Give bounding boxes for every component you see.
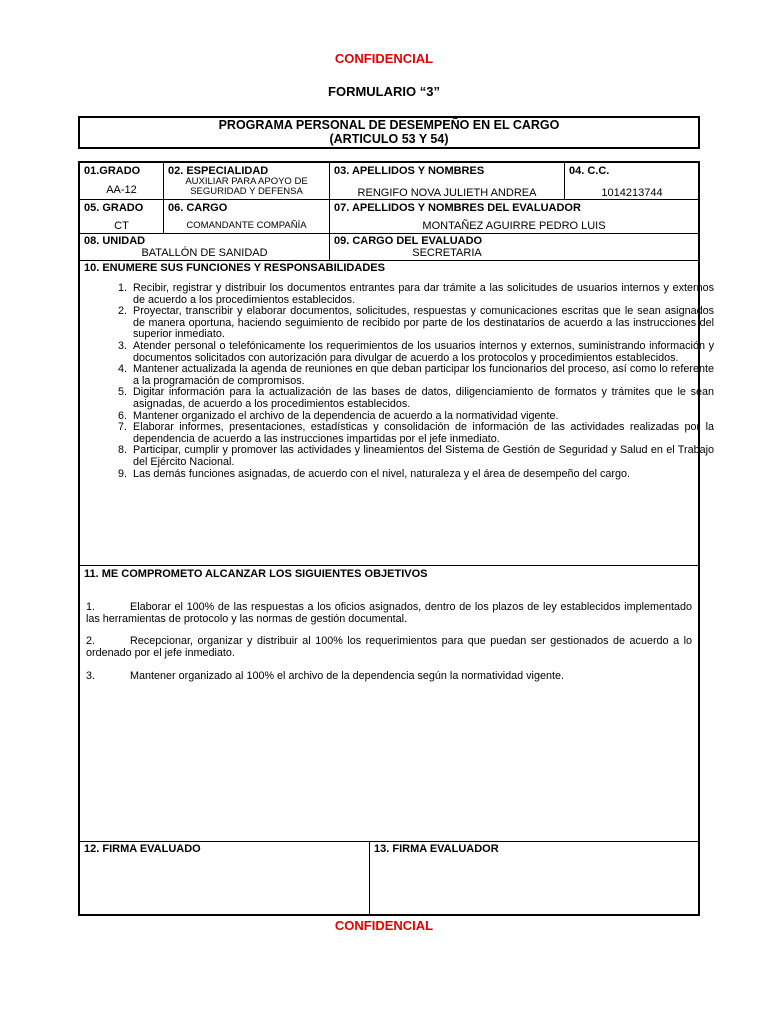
list-item: 9. Las demás funciones asignadas, de acuerdo con el nivel, naturaleza y el área de desempeño del cargo. [130,469,714,481]
unidad-label: 08. UNIDAD [84,235,146,247]
objective-text: Elaborar el 100% de las respuestas a los oficios asignados, dentro de los plazos de ley establecidos implementado las herramientas de protocolo y las normas de gestión documental. [86,601,692,625]
especialidad-value-line1: AUXILIAR PARA APOYO DE [185,176,308,187]
especialidad-label: 02. ESPECIALIDAD [168,165,269,177]
cc-value: 1014213744 [601,187,663,199]
firma-evaluado-label: 12. FIRMA EVALUADO [84,843,201,855]
evaluation-form-table [78,161,714,916]
objective-item [86,602,692,625]
row-divider [80,199,698,200]
objective-text: Recepcionar, organizar y distribuir al 100% los requerimientos para que puedan ser gestionados de acuerdo a lo ordenado por el jefe inmediato. [86,635,692,659]
firma-evaluador-label: 13. FIRMA EVALUADOR [374,843,499,855]
grado-label: 01.GRADO [84,165,141,177]
list-item: 4. Mantener actualizada la agenda de reuniones en que deban participar los funcionarios del proceso, así como lo referente a la programación de compromisos. [130,364,714,387]
grado-evaluador-value: CT [114,220,129,232]
especialidad-value-line2: SEGURIDAD Y DEFENSA [190,186,303,197]
unidad-value: BATALLÓN DE SANIDAD [141,247,268,259]
funciones-list [110,283,714,480]
list-item: 1. Recibir, registrar y distribuir los documentos entrantes para dar trámite a las solicitudes de usuarios internos y externos de acuerdo a los procedimientos establecidos. [130,283,714,306]
cc-label: 04. C.C. [569,165,610,177]
grado-evaluador-label: 05. GRADO [84,202,144,214]
list-item: 2. Proyectar, transcribir y elaborar documentos, solicitudes, respuestas y comunicaciones escritas que le sean asignados de manera oportuna, haciendo seguimiento de recibido por parte de los destinatarios de acuerdo a las instrucciones del superior inmediato. [130,306,714,341]
program-title-line2: (ARTICULO 53 Y 54) [329,132,449,146]
list-item: 5. Digitar información para la actualización de las bases de datos, diligenciamiento de formatos y trámites que le sean asignadas, de acuerdo a los procedimientos establecidos. [130,387,714,410]
program-title-box [78,116,700,149]
evaluador-label: 07. APELLIDOS Y NOMBRES DEL EVALUADOR [334,202,581,214]
objective-number: 3. [86,670,96,682]
form-title: FORMULARIO “3” [328,84,440,99]
column-divider [369,841,370,914]
confidential-top: CONFIDENCIAL [334,51,434,66]
apellidos-value: RENGIFO NOVA JULIETH ANDREA [357,187,537,199]
funciones-label: 10. ENUMERE SUS FUNCIONES Y RESPONSABILIDADES [84,262,385,274]
objective-item [86,671,692,683]
cargo-evaluado-label: 09. CARGO DEL EVALUADO [334,235,483,247]
list-item: 8. Participar, cumplir y promover las actividades y lineamientos del Sistema de Gestión de Seguridad y Salud en el Trabajo del Ejército Nacional. [130,445,714,468]
objetivos-label: 11. ME COMPROMETO ALCANZAR LOS SIGUIENTES OBJETIVOS [84,568,428,580]
confidential-bottom: CONFIDENCIAL [334,918,434,933]
evaluador-value: MONTAÑEZ AGUIRRE PEDRO LUIS [422,220,606,232]
cargo-value: COMANDANTE COMPAÑÍA [186,220,307,231]
cargo-label: 06. CARGO [168,202,228,214]
list-item: 6. Mantener organizado el archivo de la dependencia de acuerdo a la normatividad vigente. [130,411,714,423]
objective-number: 1. [86,601,96,613]
program-title-line1: PROGRAMA PERSONAL DE DESEMPEÑO EN EL CARGO [218,118,560,132]
objective-text: Mantener organizado al 100% el archivo de la dependencia según la normatividad vigente. [130,670,564,682]
list-item: 3. Atender personal o telefónicamente los requerimientos de los usuarios internos y externos, suministrando información y documentos solicitados con autorización para divulgar de acuerdo a los protocolos y procedimientos establecidos. [130,341,714,364]
grado-value: AA-12 [106,184,137,196]
cargo-evaluado-value: SECRETARIA [412,247,482,259]
objective-number: 2. [86,635,96,647]
section-divider [80,841,698,842]
objective-item [86,636,692,659]
row-divider [80,233,698,234]
column-divider [564,163,565,199]
section-divider [80,565,698,566]
apellidos-label: 03. APELLIDOS Y NOMBRES [334,165,485,177]
row-divider [80,260,698,261]
list-item: 7. Elaborar informes, presentaciones, estadísticas y consolidación de información de las actividades realizadas por la dependencia de acuerdo a las instrucciones impartidas por el jefe inmediato. [130,422,714,445]
column-divider [329,163,330,260]
